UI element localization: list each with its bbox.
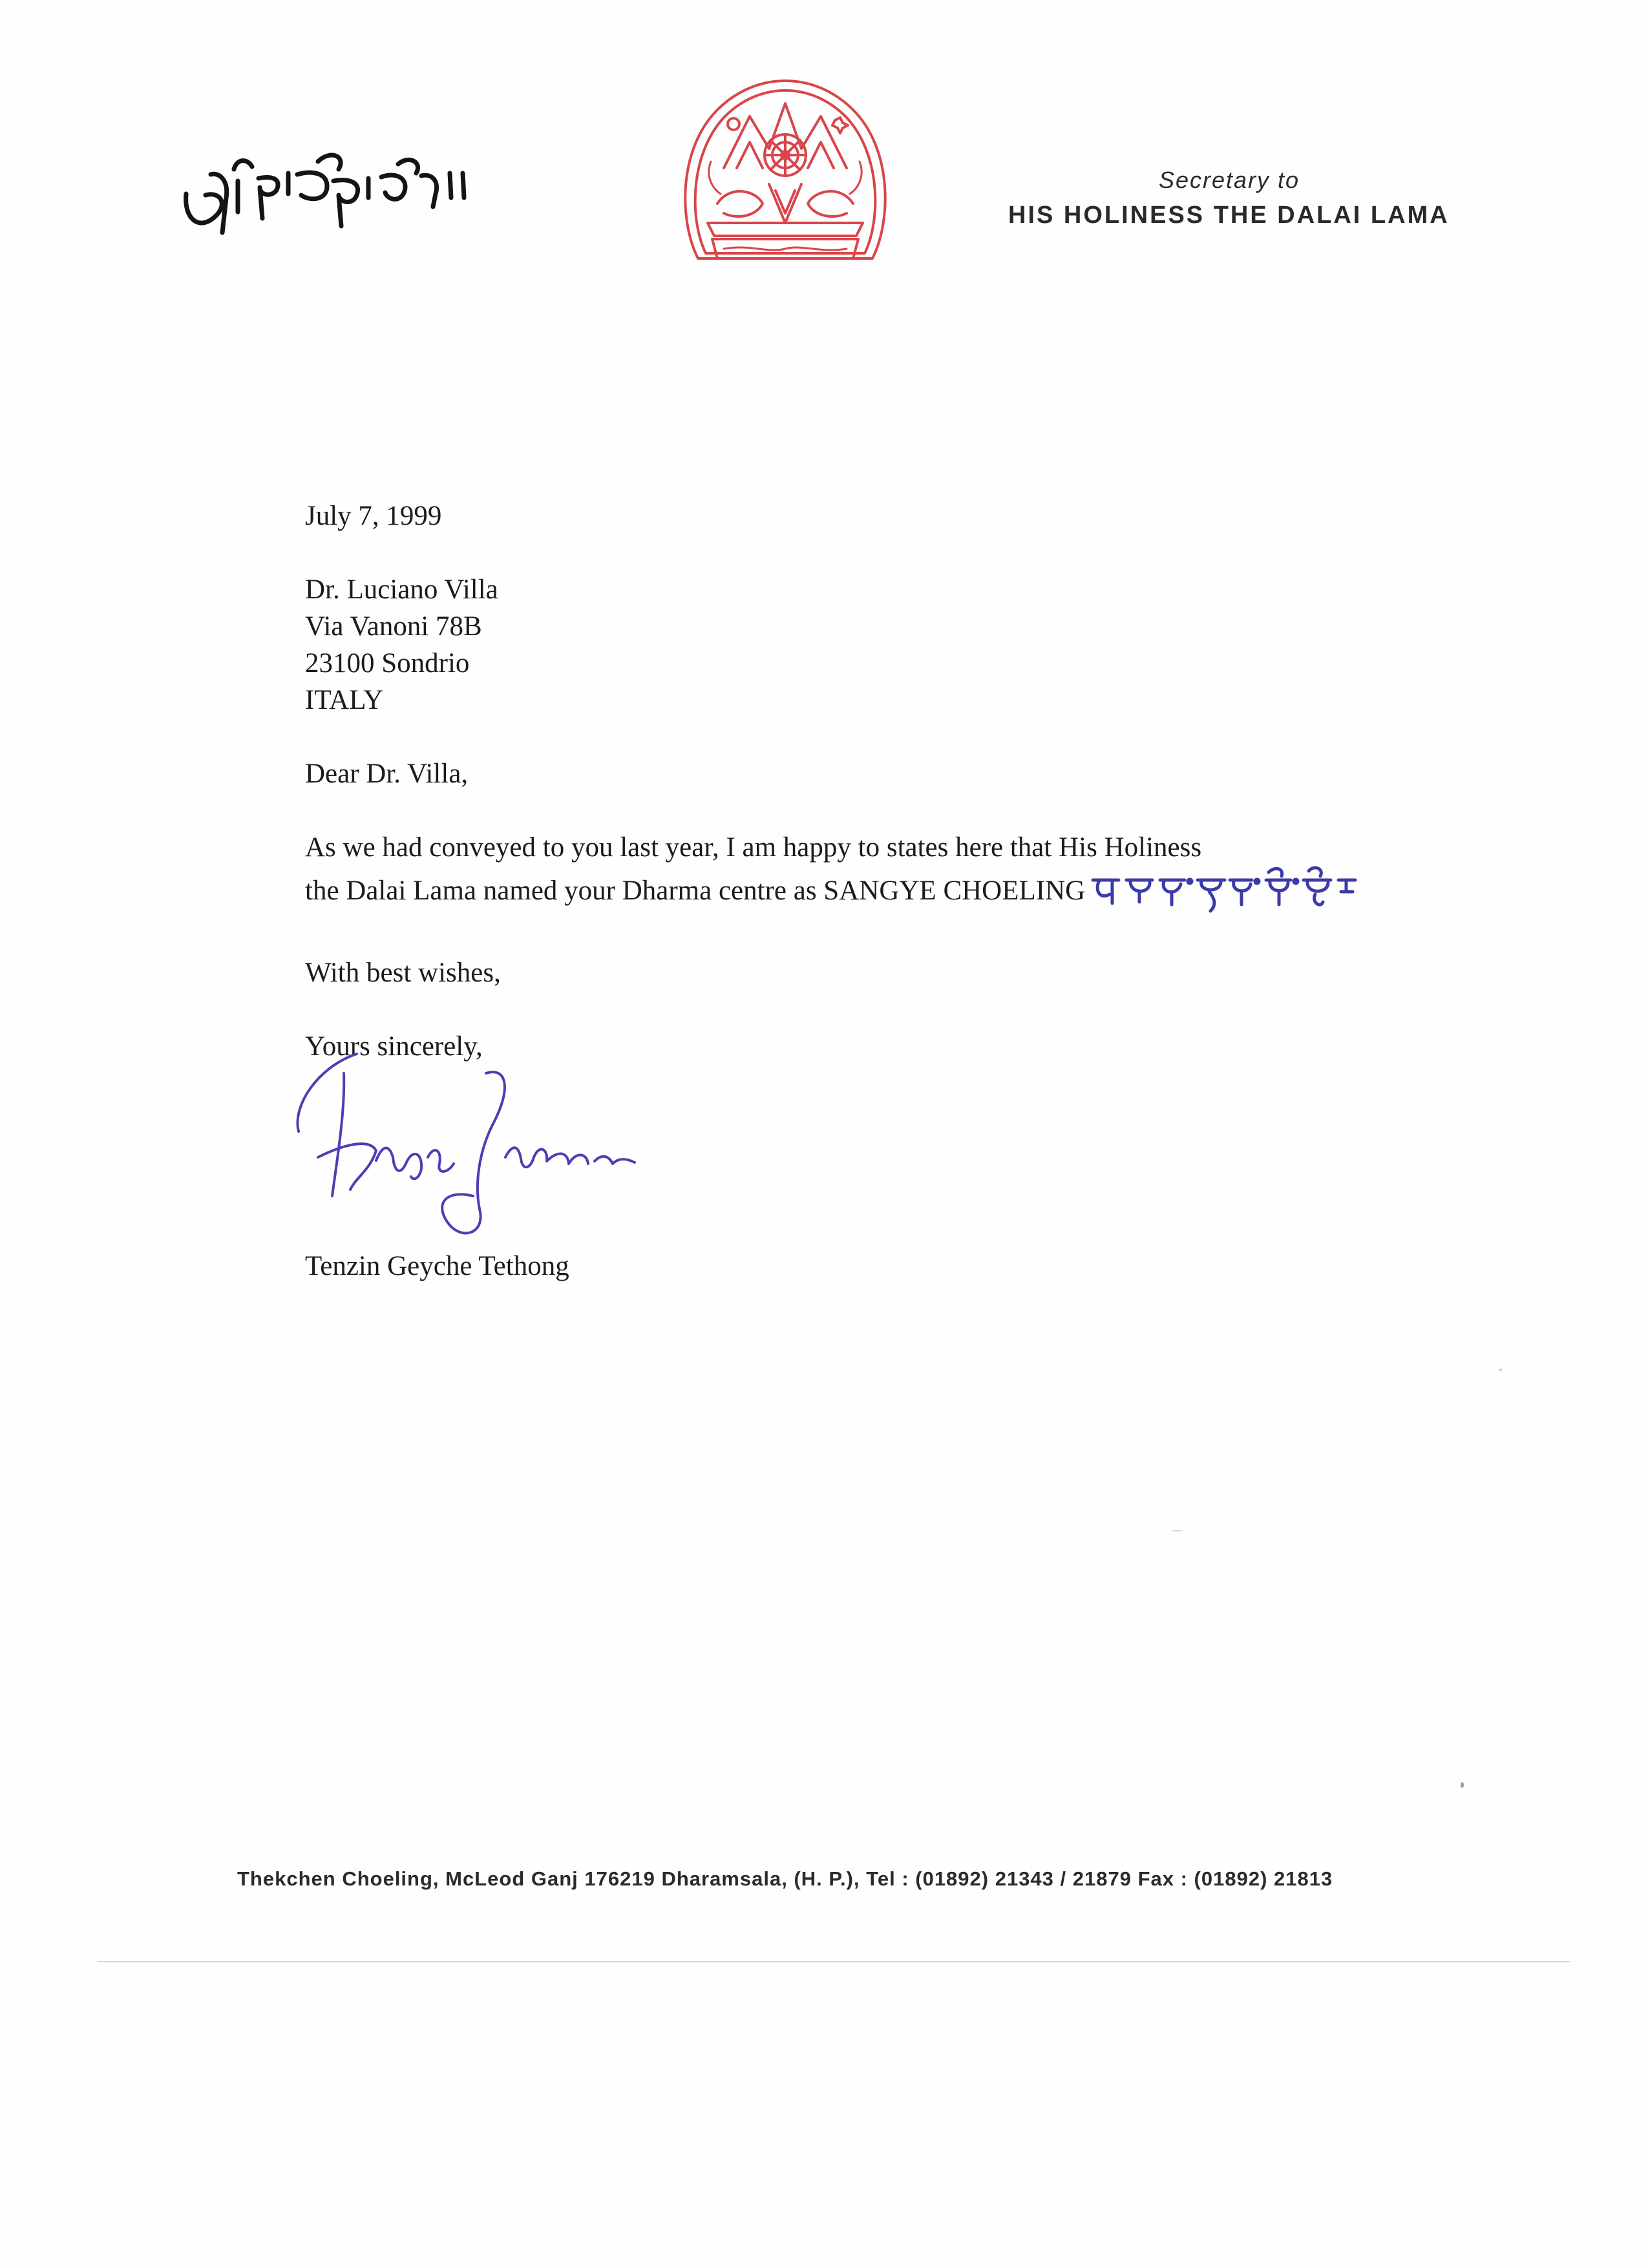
centre-name-tibetan-handwriting <box>1088 866 1359 918</box>
recipient-country: ITALY <box>305 685 384 715</box>
valediction: Yours sincerely, <box>305 1031 483 1062</box>
recipient-address <box>305 571 1533 719</box>
letter-body <box>305 498 1533 1281</box>
body-paragraph <box>305 829 1533 918</box>
tibetan-handwriting-mark <box>174 136 478 252</box>
closing-wishes: With best wishes, <box>305 958 501 988</box>
footer-address: Thekchen Choeling, McLeod Ganj 176219 Dharamsala, (H. P.), Tel : (01892) 21343 / 21879 Fax : (01892) 21813 <box>237 1867 1333 1890</box>
recipient-city: 23100 Sondrio <box>305 648 470 678</box>
recipient-name: Dr. Luciano Villa <box>305 574 498 605</box>
paper-speck <box>1499 1369 1502 1371</box>
letterhead-title <box>1008 167 1525 229</box>
paper-speck <box>1461 1782 1464 1788</box>
letter-date: July 7, 1999 <box>305 501 442 531</box>
footer-divider <box>97 1961 1570 1962</box>
emblem-seal <box>672 71 898 284</box>
letterhead-office: HIS HOLINESS THE DALAI LAMA <box>1008 202 1450 229</box>
letterhead-secretary-to: Secretary to <box>1159 167 1300 193</box>
body-line-2: the Dalai Lama named your Dharma centre as SANGYE CHOELING <box>305 876 1086 906</box>
body-line-2-wrap <box>305 866 1533 918</box>
salutation: Dear Dr. Villa, <box>305 759 469 789</box>
signature-block <box>305 1028 1533 1281</box>
recipient-street: Via Vanoni 78B <box>305 611 482 642</box>
handwritten-signature <box>273 1047 673 1241</box>
body-line-1: As we had conveyed to you last year, I am happy to states here that His Holiness <box>305 832 1202 863</box>
paper-speck <box>1171 1530 1183 1531</box>
signatory-name: Tenzin Geyche Tethong <box>305 1251 569 1281</box>
